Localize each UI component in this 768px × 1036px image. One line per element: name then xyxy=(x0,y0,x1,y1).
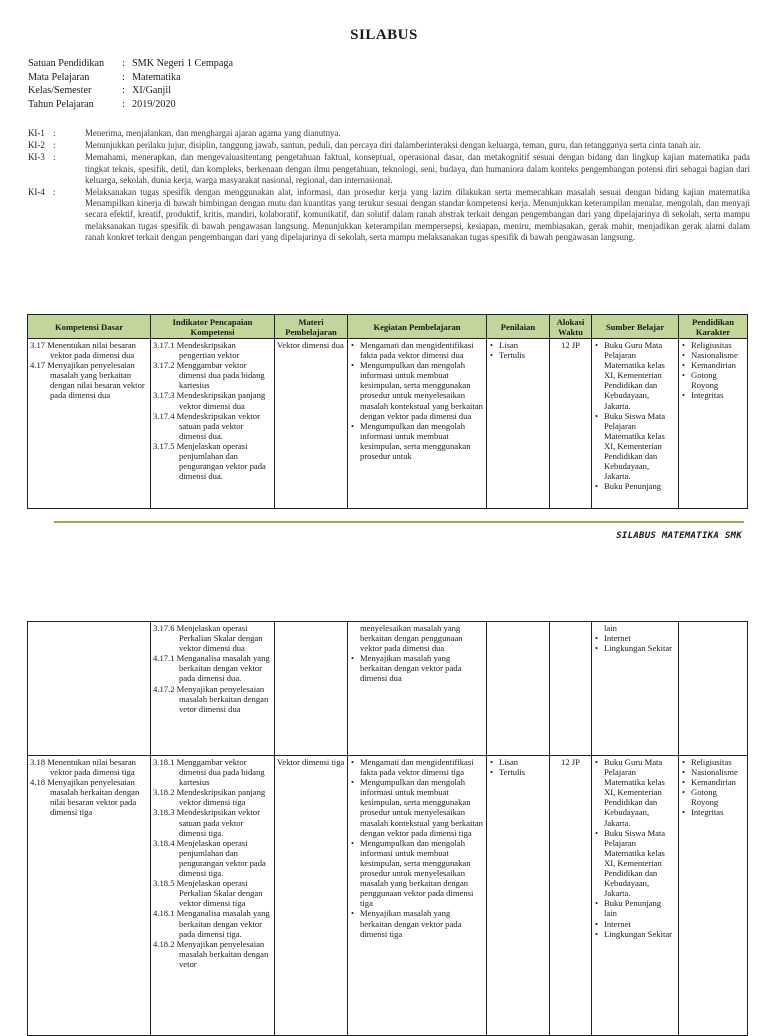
cell-karakter xyxy=(679,622,748,756)
cell-sumber xyxy=(592,756,679,1036)
header-kegiatan: Kegiatan Pembelajaran xyxy=(348,315,487,339)
cell-alokasi: 12 JP xyxy=(550,756,592,1036)
identity-value: SMK Negeri 1 Cempaga xyxy=(132,58,234,69)
ki-row: KI-3 : Memahami, menerapkan, dan mengevaluasitentang pengetahuan faktual, konseptual, operasional dasar, dan metakognitif sesuai dengan bidang dan lingkup kajian matematika pada tingkat teknis, spesifik, detil, dan kompleks, berkenaan dengan ilmu pengetahuan, teknologi, seni, budaya, dan humaniora dalam konteks pengembangan potensi diri sebagai bagian dari keluarga, sekolah, dunia kerja, warga masyarakat nasional, regional, dan internasional. xyxy=(28,152,750,185)
list-item: • Integritas xyxy=(691,807,745,817)
ki-row: KI-4 : Melaksanakan tugas spesifik dengan menggunakan alat, informasi, dan prosedur kerja yang lazim dilakukan serta memecahkan masalah sesuai dengan bidang kajian matematika Menampilkan kinerja di bawah bimbingan dengan mutu dan kuantitas yang terukur sesuai dengan standar kompetensi kerja. Menunjukkan keterampilan menalar, mengolah, dan menyaji secara efektif, kreatif, produktif, kritis, mandiri, kolaboratif, komunikatif, dan solutif dalam ranah abstrak terkait dengan pengembangan dari yang dipelajarinya di sekolah, serta mampu melaksanakan tugas spesifik di bawah pengawasan langsung. Menunjukkan keterampilan mempersepsi, kesiapan, meniru, membiasakan, gerak mahir, menjadikan gerak alami dalam ranah konkret terkait dengan pengembangan dari yang dipelajarinya di sekolah, serta mampu melaksanakan tugas spesifik di bawah pengawasan langsung. xyxy=(28,187,750,242)
cell-penilaian xyxy=(487,756,550,1036)
header-indikator: Indikator Pencapaian Kompetensi xyxy=(151,315,275,339)
list-item: • Lisan xyxy=(499,757,547,767)
identity-label: Satuan Pendidikan xyxy=(28,58,105,69)
identity-row: Mata Pelajaran : Matematika xyxy=(28,71,181,83)
kegiatan-continued: menyelesaikan masalah yang berkaitan dengan penggunaan vektor pada dimensi dua xyxy=(360,623,463,654)
ipk-item: 3.18.1 Menggambar vektor dimensi dua pada bidang kartesius xyxy=(153,757,265,788)
list-item: • Menyajikan masalah yang berkaitan dengan vektor pada dimensi tiga xyxy=(360,908,484,938)
identity-block xyxy=(28,57,358,111)
list-item: • Tertulis xyxy=(499,767,547,777)
ipk-item: 3.17.4 Mendeskripsikan vektor satuan pada vektor dimensi dua. xyxy=(153,410,260,441)
cell-alokasi xyxy=(550,622,592,756)
footer-divider xyxy=(54,521,744,523)
ipk-item: 4.17.2 Menyajikan penyelesaian masalah berkaitan dengan vetor dimensi dua xyxy=(153,683,269,714)
ipk-item: 4.17.1 Menganalisa masalah yang berkaitan dengan vektor pada dimensi dua. xyxy=(153,653,270,684)
identity-label: Kelas/Semester xyxy=(28,85,92,96)
list-item: • Mengumpulkan dan mengolah informasi untuk membuat kesimpulan, serta menggunakan prosedur untuk xyxy=(360,421,484,461)
ipk-item: 3.17.6 Menjelaskan operasi Perkalian Skalar dengan vektor dimensi dua xyxy=(153,623,263,654)
ipk-item: 3.17.3 Mendeskripsikan panjang vektor dimensi dua xyxy=(153,390,266,411)
ki-row: KI-2 : Menunjukkan perilaku jujur, disiplin, tanggung jawab, santun, peduli, dan percaya diri dalamberinteraksi dengan keluarga, teman, guru, dan tetangganya serta cinta tanah air. xyxy=(28,140,750,151)
ipk-item: 4.18.2 Menyajikan penyelesaian masalah berkaitan dengan vetor xyxy=(153,938,269,969)
kd-item: 4.17 Menyajikan penyelesaian masalah yang berkaitan dengan nilai besaran vektor pada dimensi dua xyxy=(30,360,145,401)
ipk-item: 3.17.2 Menggambar vektor dimensi dua pada bidang kartesius xyxy=(153,360,265,391)
header-penilaian: Penilaian xyxy=(487,315,550,339)
cell-karakter xyxy=(679,339,748,509)
list-item: • Lisan xyxy=(499,340,547,350)
syllabus-table-part2 xyxy=(27,621,748,1036)
ipk-item: 3.17.5 Menjelaskan operasi penjumlahan dan pengurangan vektor pada dimensi dua. xyxy=(153,440,266,482)
kd-item: 3.17 Menentukan nilai besaran vektor pada dimensi dua xyxy=(30,340,136,361)
list-item: • Buku Guru Mata Pelajaran Matematika kelas XI, Kementerian Pendidikan dan Kebudayaan, Jakarta. xyxy=(604,757,676,828)
header-karakter: Pendidikan Karakter xyxy=(679,315,748,339)
sumber-continued: lain xyxy=(604,623,617,633)
identity-row: Tahun Pelajaran : 2019/2020 xyxy=(28,98,176,110)
list-item: • Religiusitas xyxy=(691,757,745,767)
ipk-item: 3.17.1 Mendeskripsikan pengertian vektor xyxy=(153,340,240,361)
cell-ipk xyxy=(151,622,275,756)
list-item: • Mengumpulkan dan mengolah informasi untuk membuat kesimpulan, serta menggunakan prosedur untuk menyelesaikan masalah kontekstual yang berkaitan dengan vektor pada dimensi tiga xyxy=(360,777,484,838)
list-item: • Tertulis xyxy=(499,350,547,360)
cell-materi: Vektor dimensi tiga xyxy=(275,756,348,1036)
list-item: • Buku Guru Mata Pelajaran Matematika kelas XI, Kementerian Pendidikan dan Kebudayaan, Jakarta. xyxy=(604,340,676,411)
header-materi: Materi Pembelajaran xyxy=(275,315,348,339)
list-item: • Mengamati dan mengidentifikasi fakta pada vektor dimensi tiga xyxy=(360,757,484,777)
identity-label: Tahun Pelajaran xyxy=(28,98,94,110)
list-item: • Nasionalisme xyxy=(691,350,745,360)
list-item: • Menyajikan masalah yang berkaitan dengan vektor pada dimensi dua xyxy=(360,653,484,683)
core-competencies xyxy=(28,128,750,244)
cell-kd xyxy=(28,339,151,509)
cell-materi xyxy=(275,622,348,756)
ipk-item: 4.18.1 Menganalisa masalah yang berkaitan dengan vektor pada dimensi tiga. xyxy=(153,908,270,939)
identity-value: Matematika xyxy=(132,71,181,83)
page-title: SILABUS xyxy=(350,27,418,43)
cell-ipk xyxy=(151,756,275,1036)
list-item: • Mengumpulkan dan mengolah informasi untuk membuat kesimpulan, serta menggunakan prosedur untuk menyelesaikan masalah yang berkaitan dengan penggunaan vektor pada dimensi tiga xyxy=(360,838,484,909)
list-item: • Buku Siswa Mata Pelajaran Matematika kelas XI, Kementerian Pendidikan dan Kebudayaan, Jakarta. xyxy=(604,411,676,482)
ki-row: KI-1 : Menerima, menjalankan, dan menghargai ajaran agama yang dianutnya. xyxy=(28,128,750,139)
ki-text: Melaksanakan tugas spesifik dengan menggunakan alat, informasi, dan prosedur kerja yang lazim dilakukan serta memecahkan masalah sesuai dengan bidang kajian matematika Menampilkan kinerja di bawah bimbingan dengan mutu dan kuantitas yang terukur sesuai dengan standar kompetensi kerja. Menunjukkan keterampilan menalar, mengolah, dan menyaji secara efektif, kreatif, produktif, kritis, mandiri, kolaboratif, komunikatif, dan solutif dalam ranah abstrak terkait dengan pengembangan dari yang dipelajarinya di sekolah, serta mampu melaksanakan tugas spesifik di bawah pengawasan langsung. Menunjukkan keterampilan mempersepsi, kesiapan, meniru, membiasakan, gerak mahir, menjadikan gerak alami dalam ranah konkret terkait dengan pengembangan dari yang dipelajarinya di sekolah, serta mampu melaksanakan tugas spesifik di bawah pengawasan langsung. xyxy=(85,187,750,242)
ki-code: KI-1 xyxy=(28,128,45,138)
ipk-item: 3.18.3 Mendeskripsikan vektor satuan pada vektor dimensi tiga. xyxy=(153,807,260,838)
ki-code: KI-3 xyxy=(28,152,45,163)
cell-ipk xyxy=(151,339,275,509)
identity-value: 2019/2020 xyxy=(132,98,176,110)
list-item: • Kemandirian xyxy=(691,777,745,787)
identity-row: Kelas/Semester : XI/Ganjil xyxy=(28,85,172,96)
list-item: • Nasionalisme xyxy=(691,767,745,777)
kd-item: 3.18 Menentukan nilai besaran vektor pada dimensi tiga xyxy=(30,757,136,778)
ki-text: Memahami, menerapkan, dan mengevaluasitentang pengetahuan faktual, konseptual, operasional dasar, dan metakognitif sesuai dengan bidang dan lingkup kajian matematika pada tingkat teknis, spesifik, detil, dan kompleks, berkenaan dengan ilmu pengetahuan, teknologi, seni, budaya, dan humaniora dalam konteks pengembangan potensi diri sebagai bagian dari keluarga, sekolah, dunia kerja, warga masyarakat nasional, regional, dan internasional. xyxy=(85,152,750,185)
list-item: • Gotong Royong xyxy=(691,370,745,390)
list-item: • Gotong Royong xyxy=(691,787,745,807)
identity-label: Mata Pelajaran xyxy=(28,71,90,83)
cell-penilaian xyxy=(487,339,550,509)
identity-row: Satuan Pendidikan : SMK Negeri 1 Cempaga xyxy=(28,58,234,69)
list-item: • Internet xyxy=(604,919,676,929)
page-footer: SILABUS MATEMATIKA SMK xyxy=(616,531,742,541)
ipk-item: 3.18.5 Menjelaskan operasi Perkalian Skalar dengan vektor dimensi tiga xyxy=(153,878,263,909)
list-item: • Religiusitas xyxy=(691,340,745,350)
cell-sumber xyxy=(592,339,679,509)
cell-penilaian xyxy=(487,622,550,756)
list-item: • Lingkungan Sekitar xyxy=(604,643,676,653)
list-item: • Internet xyxy=(604,633,676,643)
cell-kegiatan xyxy=(348,339,487,509)
list-item: • Lingkungan Sekitar xyxy=(604,929,676,939)
list-item: • Mengamati dan mengidentifikasi fakta pada vektor dimensi dua xyxy=(360,340,484,360)
syllabus-table-part1 xyxy=(27,314,748,509)
ki-text: Menunjukkan perilaku jujur, disiplin, tanggung jawab, santun, peduli, dan percaya diri dalamberinteraksi dengan keluarga, teman, guru, dan tetangganya serta cinta tanah air. xyxy=(85,140,701,151)
ipk-item: 3.18.4 Menjelaskan operasi penjumlahan dan pengurangan vektor pada dimensi tiga. xyxy=(153,837,266,879)
cell-kd xyxy=(28,622,151,756)
header-kompetensi-dasar: Kompetensi Dasar xyxy=(28,315,151,339)
list-item: • Buku Siswa Mata Pelajaran Matematika kelas XI, Kementerian Pendidikan dan Kebudayaan, Jakarta. xyxy=(604,828,676,899)
ki-code: KI-2 xyxy=(28,140,45,151)
header-alokasi: Alokasi Waktu xyxy=(550,315,592,339)
list-item: • Buku Penunjang lain xyxy=(604,898,676,918)
list-item: • Kemandirian xyxy=(691,360,745,370)
cell-kd xyxy=(28,756,151,1036)
list-item: • Buku Penunjang xyxy=(604,481,676,491)
kd-item: 4.18 Menyajikan penyelesaian masalah berkaitan dengan nilai besaran vektor pada dimensi tiga xyxy=(30,777,140,818)
cell-materi: Vektor dimensi dua xyxy=(275,339,348,509)
list-item: • Mengumpulkan dan mengolah informasi untuk membuat kesimpulan, serta menggunakan prosedur untuk menyelesaikan masalah kontekstual yang berkaitan dengan vektor pada dimensi dua xyxy=(360,360,484,421)
header-sumber: Sumber Belajar xyxy=(592,315,679,339)
cell-kegiatan xyxy=(348,622,487,756)
identity-value: XI/Ganjil xyxy=(132,85,172,96)
cell-alokasi: 12 JP xyxy=(550,339,592,509)
ipk-item: 3.18.2 Mendeskripsikan panjang vektor dimensi tiga xyxy=(153,787,266,808)
cell-kegiatan xyxy=(348,756,487,1036)
ki-text: Menerima, menjalankan, dan menghargai ajaran agama yang dianutnya. xyxy=(85,128,341,138)
cell-sumber xyxy=(592,622,679,756)
list-item: • Integritas xyxy=(691,390,745,400)
cell-karakter xyxy=(679,756,748,1036)
ki-code: KI-4 xyxy=(28,187,45,198)
